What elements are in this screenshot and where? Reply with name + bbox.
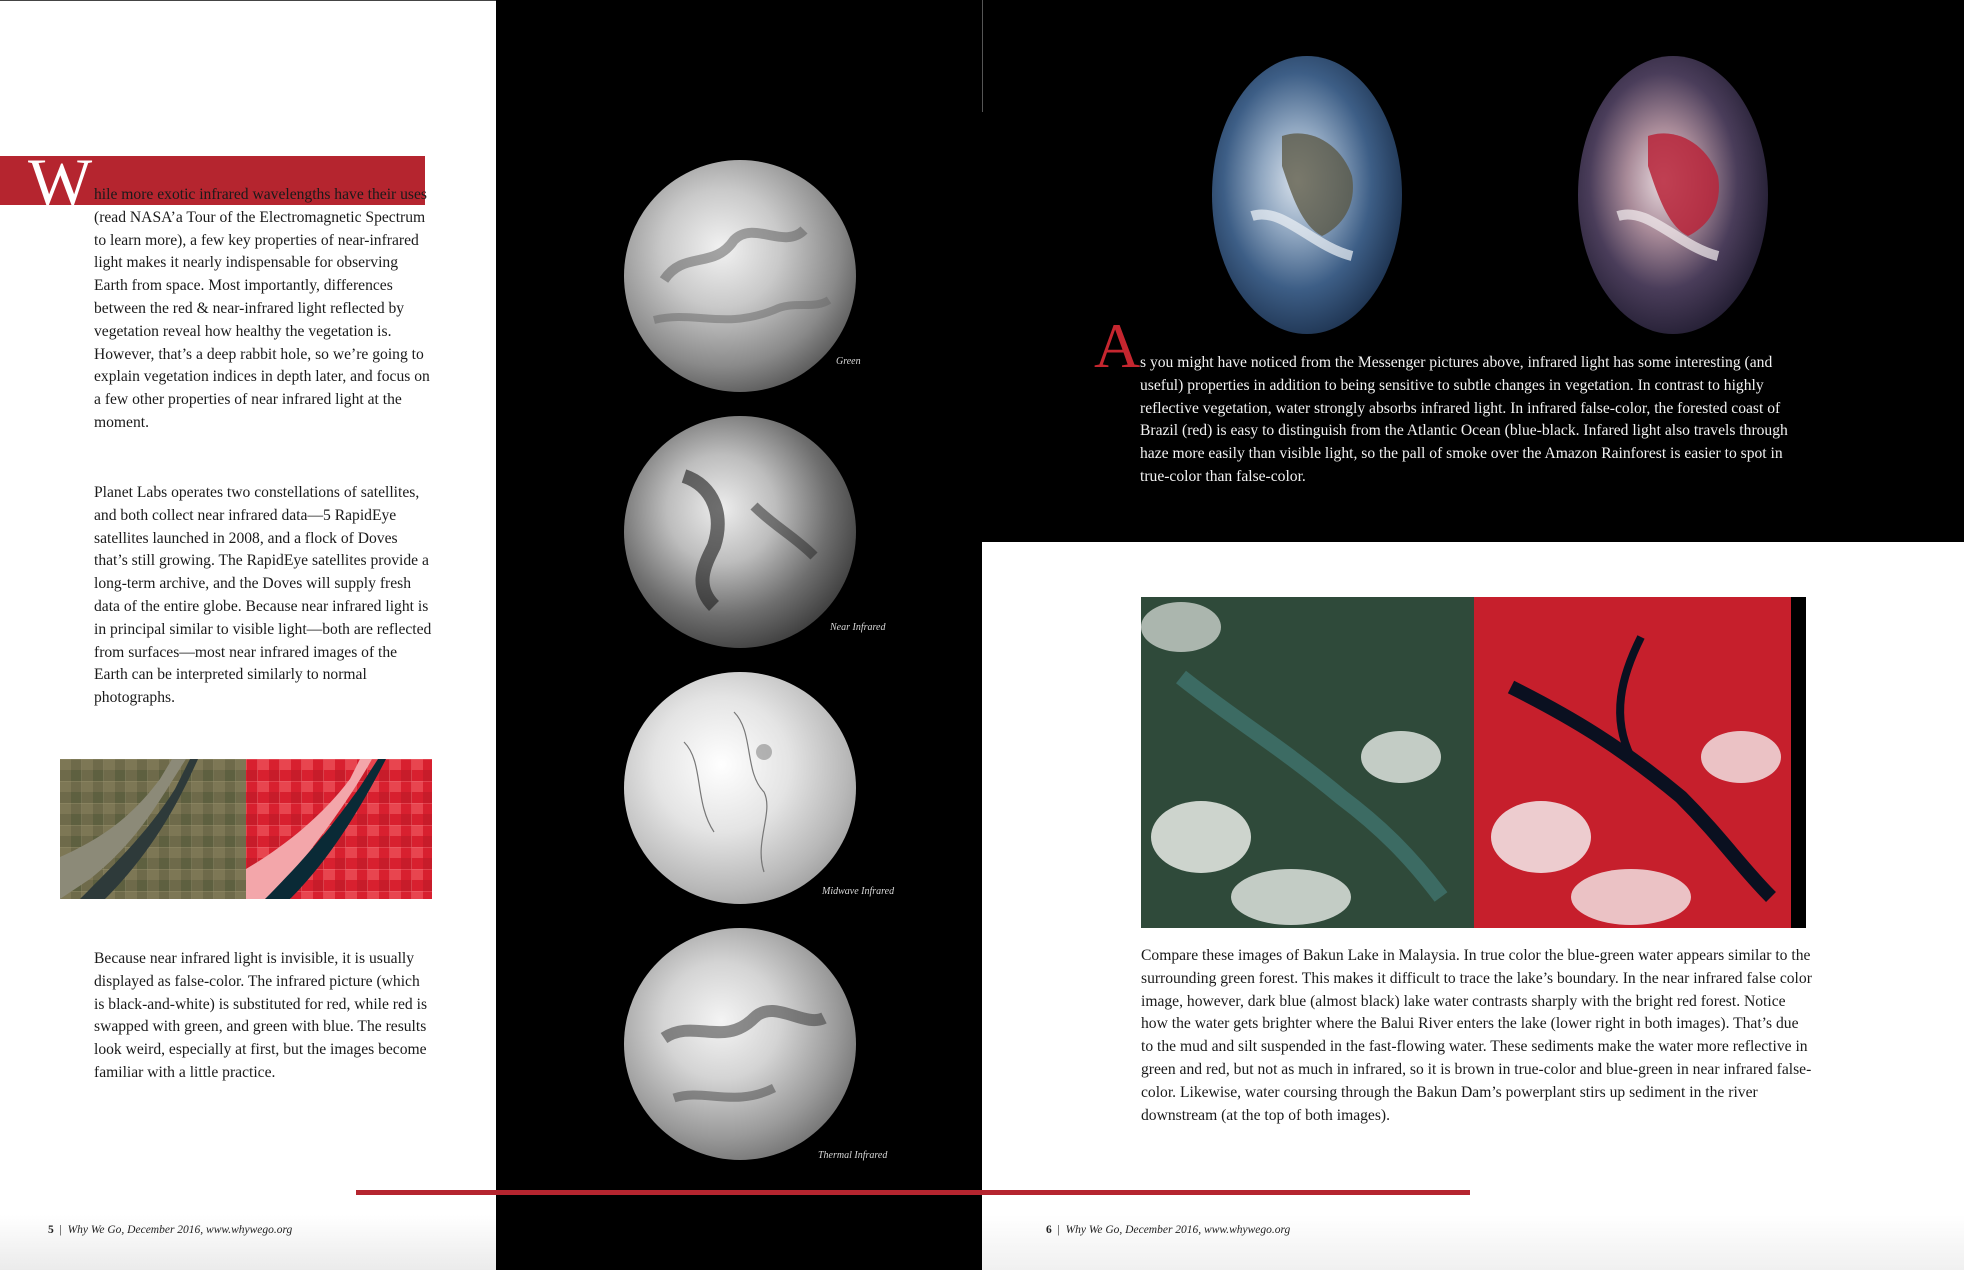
globe-green-clouds	[624, 160, 856, 392]
earth-true-color-land	[1212, 56, 1402, 334]
footer-right	[1046, 1224, 1290, 1236]
footer-left-publication: Why We Go, December 2016, www.whywego.org	[67, 1224, 293, 1236]
globe-green-band	[624, 160, 856, 392]
river-comparison-svg	[60, 759, 432, 899]
globe-thermal-infrared	[624, 928, 856, 1160]
gutter-line	[982, 0, 983, 112]
footer-right-page-number: 6	[1046, 1224, 1052, 1236]
earth-true-color	[1212, 56, 1402, 334]
globe-nir-land	[624, 416, 856, 648]
dropcap-letter-w: W	[28, 144, 93, 220]
bakun-lake-comparison-image	[1141, 597, 1806, 928]
earth-false-color	[1578, 56, 1768, 334]
footer-left-separator: |	[59, 1224, 62, 1236]
globe-mwir-lines	[624, 672, 856, 904]
globe-caption-green: Green	[836, 356, 861, 367]
globe-near-infrared	[624, 416, 856, 648]
footer-left	[48, 1224, 292, 1236]
left-paragraph-1-text: hile more exotic infrared wavelengths have their uses (read NASA’a Tour of the Electromagnetic Spectrum to learn more), a few key properties of near-infrared light makes it nearly indispensable for observing Earth from space. Most importantly, differences between the red & near-infrared light reflected by vegetation reveal how healthy the vegetation is. However, that’s a deep rabbit hole, so we’re going to explain vegetation indices in depth later, and focus on a few other properties of near infrared light at the moment.	[94, 186, 430, 431]
globe-caption-midwave-infrared: Midwave Infrared	[822, 886, 895, 897]
bakun-lake-svg	[1141, 597, 1806, 928]
left-paragraph-3: Because near infrared light is invisible, it is usually displayed as false-color. The infrared picture (which is black-and-white) is substituted for red, while red is swapped with green, and green with blue. The results look weird, especially at first, but the images become familiar with a little practice.	[94, 950, 428, 1081]
left-paragraph-1	[94, 184, 432, 444]
river-comparison-image	[60, 759, 432, 899]
globe-caption-near-infrared: Near Infrared	[830, 622, 886, 633]
footer-left-page-number: 5	[48, 1224, 54, 1236]
right-paragraph-1: s you might have noticed from the Messenger pictures above, infrared light has some interesting (and useful) properties in addition to being sensitive to subtle changes in vegetation. In contrast to highly reflective vegetation, water strongly absorbs infrared light. In infrared false-color, the forested coast of Brazil (red) is easy to distinguish from the Atlantic Ocean (blue-black. Infared light also travels through haze more easily than visible light, so the pall of smoke over the Amazon Rainforest is easier to spot in true-color than false-color.	[1140, 354, 1788, 485]
footer-right-separator: |	[1057, 1224, 1060, 1236]
globe-midwave-infrared	[624, 672, 856, 904]
footer-red-rule	[356, 1190, 1470, 1195]
globe-tir-clouds	[624, 928, 856, 1160]
globe-caption-thermal-infrared: Thermal Infrared	[818, 1150, 888, 1161]
footer-right-publication: Why We Go, December 2016, www.whywego.org	[1065, 1224, 1291, 1236]
right-paragraph-2: Compare these images of Bakun Lake in Malaysia. In true color the blue-green water appears similar to the surrounding green forest. This makes it difficult to trace the lake’s boundary. In the near infrared false color image, however, dark blue (almost black) lake water contrasts sharply with the bright red forest. Notice how the water gets brighter where the Balui River enters the lake (lower right in both images). That’s due to the mud and silt suspended in the fast-flowing water. These sediments make the water more reflective in green and red, but not as much in infrared, so it is brown in true-color and blue-green in near infrared false-color. Likewise, water coursing through the Bakun Dam’s powerplant stirs up sediment in the river downstream (at the top of both images).	[1141, 947, 1812, 1124]
dropcap-letter-a: A	[1094, 310, 1141, 381]
left-paragraph-2: Planet Labs operates two constellations of satellites, and both collect near infrared data—5 RapidEye satellites launched in 2008, and a flock of Doves that’s still growing. The RapidEye satellites provide a long-term archive, and the Doves will supply fresh data of the entire globe. Because near infrared light is in principal similar to visible light—both are reflected from surfaces—most near infrared images of the Earth can be interpreted similarly to normal photographs.	[94, 484, 432, 707]
earth-false-color-land	[1578, 56, 1768, 334]
